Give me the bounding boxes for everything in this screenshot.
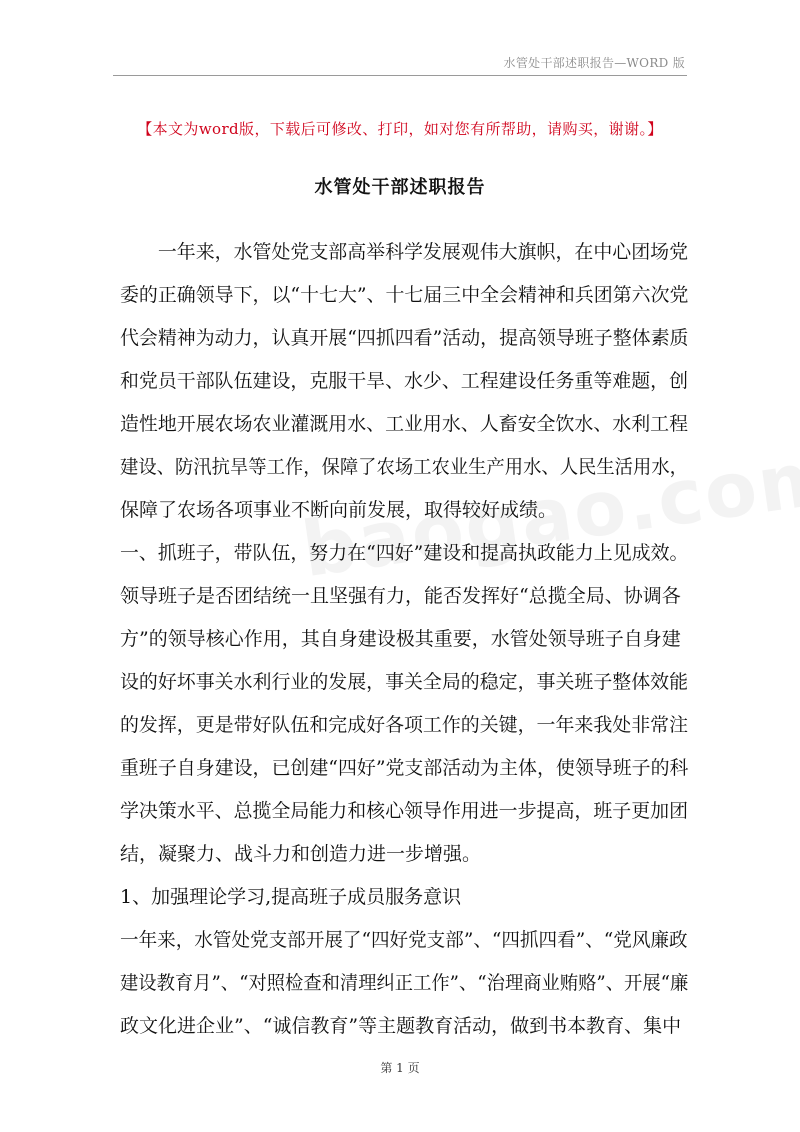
page-number: 第 1 页 xyxy=(380,1061,420,1075)
section-heading: 一、抓班子，带队伍，努力在“四好”建设和提高执政能力上见成效。 xyxy=(120,542,689,564)
running-header: 水管处干部述职报告—WORD 版 xyxy=(503,56,685,70)
body-line: 方”的领导核心作用，其自身建设极其重要，水管处领导班子自身建 xyxy=(120,628,681,650)
body-line: 的发挥，更是带好队伍和完成好各项工作的关键，一年来我处非常注 xyxy=(120,714,689,736)
header-divider xyxy=(113,75,687,76)
body-line: 和党员干部队伍建设，克服干旱、水少、工程建设任务重等难题，创 xyxy=(120,370,689,392)
document-title: 水管处干部述职报告 xyxy=(314,177,486,198)
subsection-heading: 1、加强理论学习,提高班子成员服务意识 xyxy=(120,886,462,908)
body-line: 代会精神为动力，认真开展“四抓四看”活动，提高领导班子整体素质 xyxy=(120,327,689,349)
body-line: 一年来，水管处党支部开展了“四好党支部”、“四抓四看”、“党风廉政 xyxy=(120,929,688,951)
body-line: 造性地开展农场农业灌溉用水、工业用水、人畜安全饮水、水利工程 xyxy=(120,413,689,435)
body-line: 一年来，水管处党支部高举科学发展观伟大旗帜，在中心团场党 xyxy=(120,241,689,263)
body-line: 重班子自身建设，已创建“四好”党支部活动为主体，使领导班子的科 xyxy=(120,757,689,779)
purchase-notice: 【本文为word版，下载后可修改、打印，如对您有所帮助，请购买，谢谢。】 xyxy=(137,120,663,138)
body-line: 委的正确领导下，以“十七大”、十七届三中全会精神和兵团第六次党 xyxy=(120,284,689,306)
body-line: 政文化进企业”、“诚信教育”等主题教育活动，做到书本教育、集中 xyxy=(120,1015,682,1037)
body-line: 保障了农场各项事业不断向前发展，取得较好成绩。 xyxy=(120,499,558,521)
body-line: 设的好坏事关水利行业的发展，事关全局的稳定，事关班子整体效能 xyxy=(120,671,689,693)
body-line: 建设教育月”、“对照检查和清理纠正工作”、“治理商业贿赂”、开展“廉 xyxy=(120,972,689,994)
body-line: 领导班子是否团结统一且坚强有力，能否发挥好“总揽全局、协调各 xyxy=(120,585,681,607)
body-line: 建设、防汛抗旱等工作，保障了农场工农业生产用水、人民生活用水， xyxy=(120,456,688,478)
body-line: 结，凝聚力、战斗力和创造力进一步增强。 xyxy=(120,843,482,865)
body-line: 学决策水平、总揽全局能力和核心领导作用进一步提高，班子更加团 xyxy=(120,800,689,822)
